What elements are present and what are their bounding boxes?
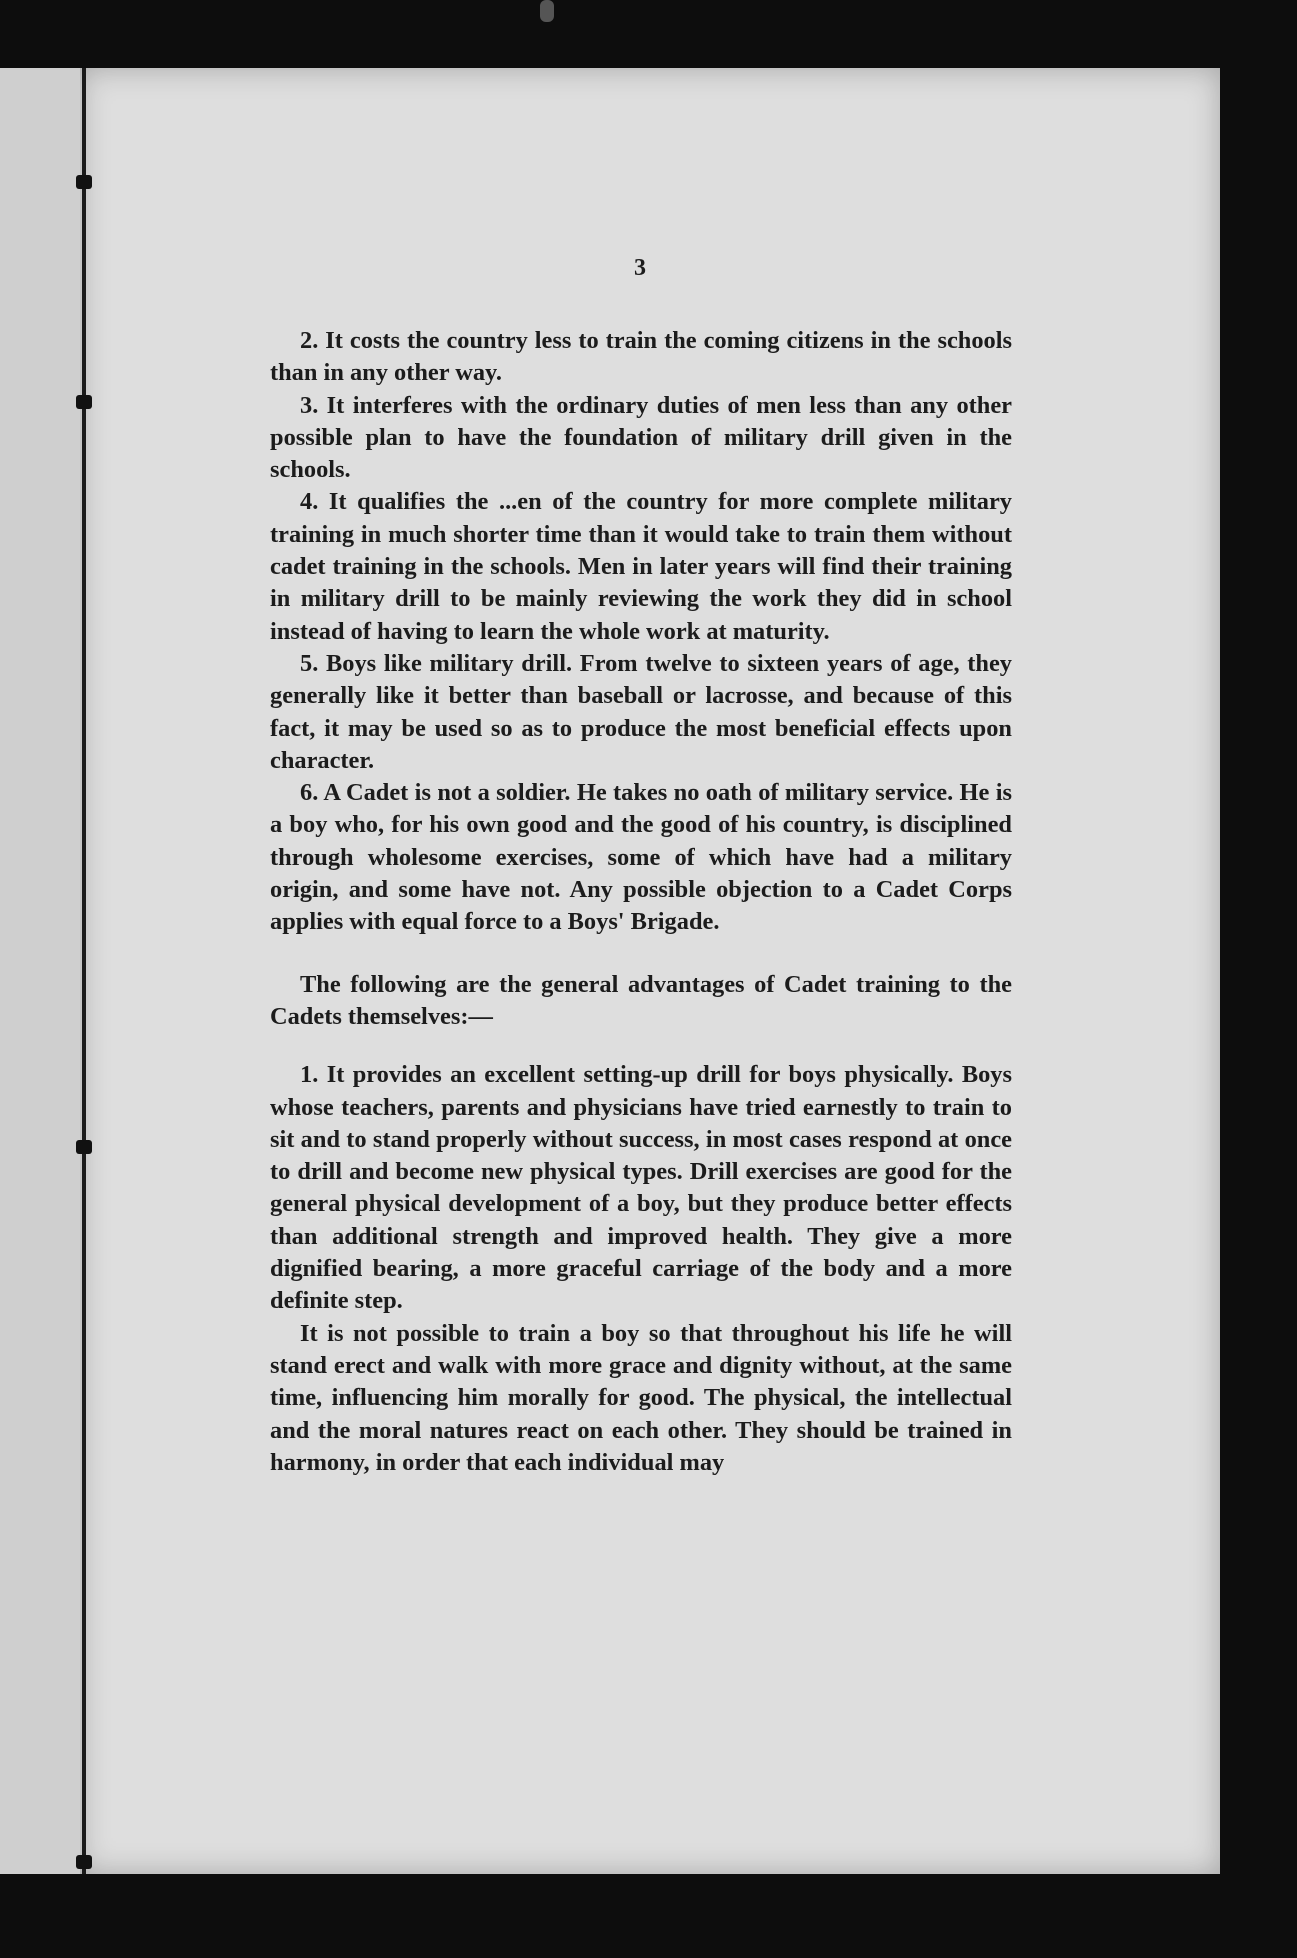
paragraph: 1. It provides an excellent setting-up drill for boys physically. Boys whose teachers, parents and physicians have tried earnestly to train to sit and to stand properly without success, in most cases respond at once to drill and become new physical types. Drill exercises are good for the general physical development of a boy, but they produce better effects than additional strength and improved health. They give a more dignified bearing, a more graceful carriage of the body and a more definite step.: [270, 1061, 1012, 1315]
binding-margin: [0, 68, 80, 1874]
binding-edge: [82, 68, 86, 1874]
spacer: [270, 939, 1012, 969]
paragraph: It is not possible to train a boy so that throughout his life he will stand erect and walk with more grace and dignity without, at the same time, influencing him morally for good. The physical, the intellectual and the moral natures react on each other. They should be trained in harmony, in order that each individual may: [270, 1319, 1012, 1476]
body-text: [270, 325, 1012, 1479]
spacer: [270, 1033, 1012, 1059]
binding-staple: [76, 395, 92, 409]
paragraph: 2. It costs the country less to train the coming citizens in the schools than in any other way.: [270, 327, 1012, 387]
paragraph: 3. It interferes with the ordinary duties of men less than any other possible plan to have the foundation of military drill given in the schools.: [270, 391, 1012, 484]
paragraph: 6. A Cadet is not a soldier. He takes no oath of military service. He is a boy who, for his own good and the good of his country, is disciplined through wholesome exercises, some of which have had a military origin, and some have not. Any possible objection to a Cadet Corps applies with equal force to a Boys' Brigade.: [270, 779, 1012, 936]
binding-staple: [76, 1855, 92, 1869]
binding-staple: [76, 175, 92, 189]
paragraph: 5. Boys like military drill. From twelve to sixteen years of age, they generally like it better than baseball or lacrosse, and because of this fact, it may be used so as to produce the most beneficial effects upon character.: [270, 649, 1012, 774]
paragraph: 4. It qualifies the ...en of the country for more complete military training in much shorter time than it would take to train them without cadet training in the schools. Men in later years will find their training in military drill to be mainly reviewing the work they did in school instead of having to learn the whole work at maturity.: [270, 488, 1012, 645]
section-intro: The following are the general advantages of Cadet training to the Cadets themselves:—: [270, 970, 1012, 1030]
scan-artifact: [540, 0, 554, 22]
page-number: 3: [634, 255, 646, 281]
binding-staple: [76, 1140, 92, 1154]
